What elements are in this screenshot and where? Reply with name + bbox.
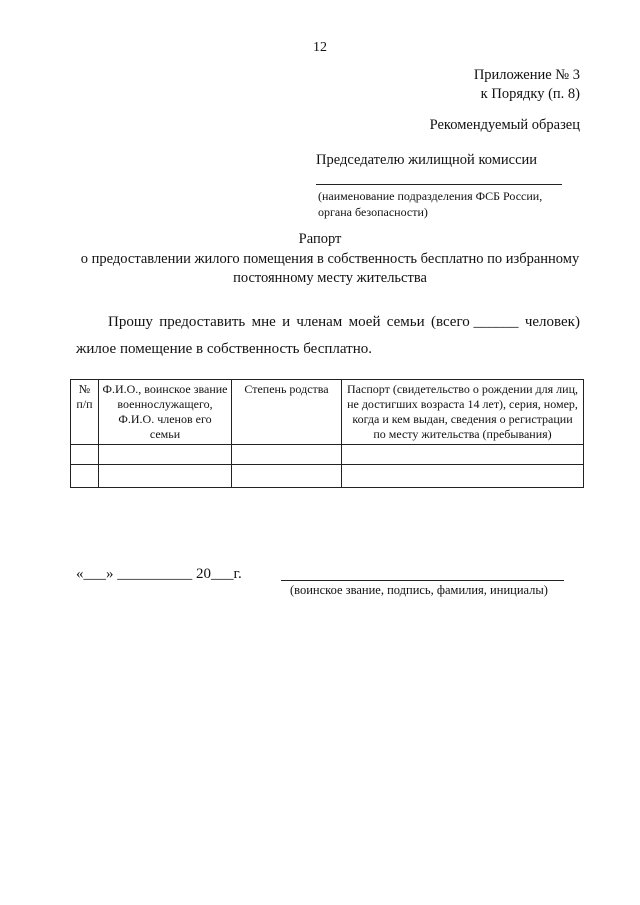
table-cell[interactable] <box>342 445 584 465</box>
request-text-line2: жилое помещение в собственность бесплатно. <box>76 341 372 357</box>
column-header-passport: Паспорт (свидетельство о рождении для лиц, не достигших возраста 14 лет), серия, номер, когда и кем выдан, сведения о регистрации по месту жительства (пребывания) <box>342 380 584 445</box>
document-subtitle: о предоставлении жилого помещения в собственность бесплатно по избранному постоянному месту жительства <box>80 251 580 286</box>
date-field: «___» __________ 20___г. <box>76 566 242 582</box>
addressee-hint <box>318 188 542 220</box>
table-cell[interactable] <box>232 445 342 465</box>
addressee-hint-line2: органа безопасности) <box>318 205 428 219</box>
table-cell[interactable] <box>99 445 232 465</box>
request-text-line1 <box>108 314 580 331</box>
signature-fill-line <box>281 580 564 581</box>
column-header-relationship: Степень родства <box>232 380 342 445</box>
table-cell[interactable] <box>342 465 584 488</box>
appendix-number: Приложение № 3 <box>473 67 580 83</box>
table-cell[interactable] <box>232 465 342 488</box>
request-word: членам <box>296 314 343 330</box>
column-header-full-name: Ф.И.О., воинское звание военнослужащего, Ф.И.О. членов его семьи <box>99 380 232 445</box>
family-members-table <box>70 379 584 488</box>
table-row <box>71 465 584 488</box>
document-title: Рапорт <box>298 231 342 247</box>
request-word: Прошу <box>108 314 153 330</box>
page-number: 12 <box>313 40 327 55</box>
appendix-order-clause: к Порядку (п. 8) <box>480 86 580 102</box>
request-word: мне <box>251 314 276 330</box>
addressee-fill-line <box>316 184 562 185</box>
table-cell[interactable] <box>71 445 99 465</box>
column-header-number: № п/п <box>71 380 99 445</box>
signature-hint: (воинское звание, подпись, фамилия, инициалы) <box>290 583 548 597</box>
request-word: и <box>282 314 291 330</box>
addressee-title: Председателю жилищной комиссии <box>316 152 538 168</box>
appendix-reference <box>440 66 580 104</box>
request-word: предоставить <box>159 314 246 330</box>
request-word: человек) <box>524 314 580 330</box>
table-cell[interactable] <box>99 465 232 488</box>
table-row <box>71 445 584 465</box>
addressee-hint-line1: (наименование подразделения ФСБ России, <box>318 189 543 203</box>
table-cell[interactable] <box>71 465 99 488</box>
request-word: семьи <box>386 314 425 330</box>
family-count-blank: (всего ______ <box>430 314 519 330</box>
sample-label: Рекомендуемый образец <box>429 117 580 133</box>
table-header-row <box>71 380 584 445</box>
request-word: моей <box>348 314 381 330</box>
